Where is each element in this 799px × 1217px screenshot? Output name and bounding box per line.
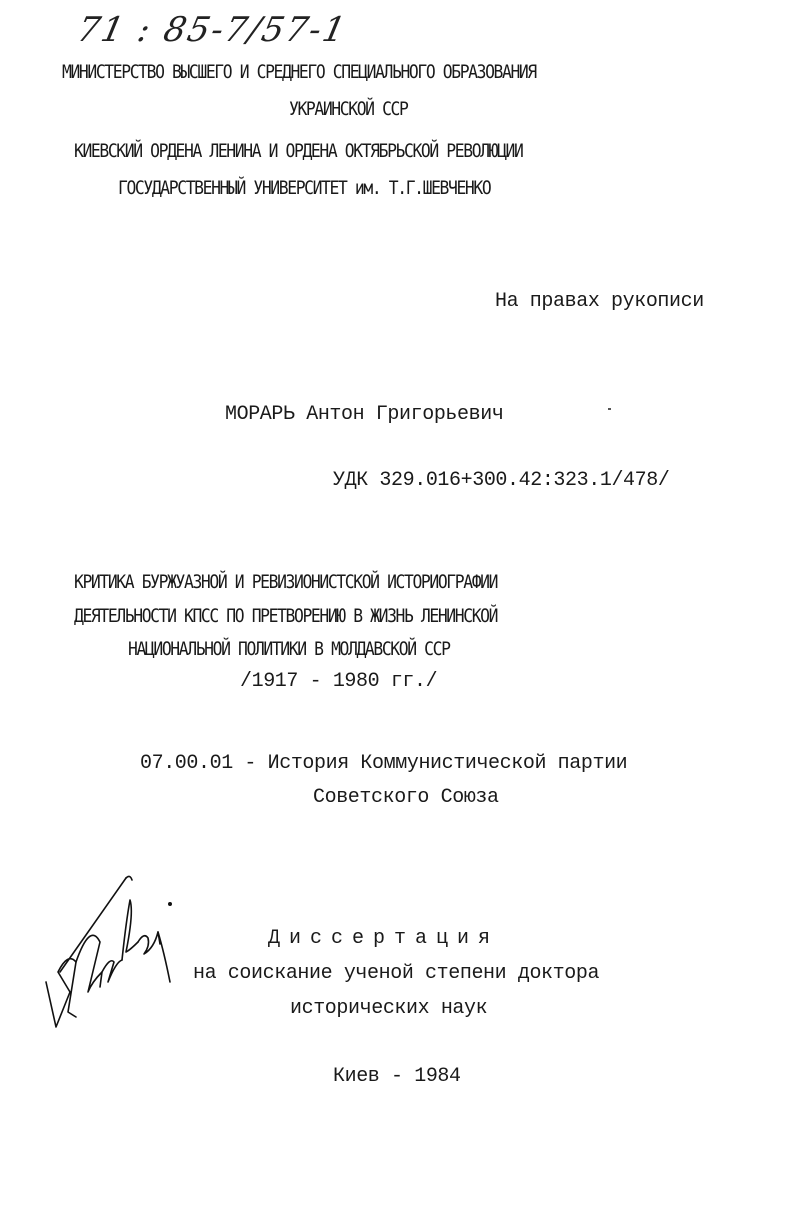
- degree-line-2: исторических наук: [290, 997, 488, 1020]
- archive-code-handwritten: 71 : 85-7/57-1: [73, 10, 351, 50]
- title-line-4-years: /1917 - 1980 гг./: [240, 670, 438, 693]
- author-name: МОРАРЬ Антон Григорьевич: [225, 403, 504, 426]
- degree-line-1: на соискание ученой степени доктора: [193, 962, 600, 985]
- title-line-2: ДЕЯТЕЛЬНОСТИ КПСС ПО ПРЕТВОРЕНИЮ В ЖИЗНЬ ЛЕНИНСКОЙ: [74, 605, 498, 627]
- degree-type: Диссертация: [268, 927, 500, 950]
- title-line-1: КРИТИКА БУРЖУАЗНОЙ И РЕВИЗИОНИСТСКОЙ ИСТОРИОГРАФИИ: [74, 571, 498, 593]
- place-year: Киев - 1984: [333, 1065, 461, 1088]
- university-line-1: КИЕВСКИЙ ОРДЕНА ЛЕНИНА И ОРДЕНА ОКТЯБРЬСКОЙ РЕВОЛЮЦИИ: [74, 140, 523, 162]
- ministry-line-2: УКРАИНСКОЙ ССР: [289, 98, 408, 120]
- manuscript-note: На правах рукописи: [495, 290, 704, 313]
- university-line-2: ГОСУДАРСТВЕННЫЙ УНИВЕРСИТЕТ им. Т.Г.ШЕВЧЕНКО: [118, 177, 491, 199]
- specialty-line-2: Советского Союза: [313, 786, 499, 809]
- specialty-line-1: 07.00.01 - История Коммунистической партии: [140, 752, 628, 775]
- title-line-3: НАЦИОНАЛЬНОЙ ПОЛИТИКИ В МОЛДАВСКОЙ ССР: [128, 638, 450, 660]
- scan-speck: [608, 408, 611, 410]
- signature-image: [30, 862, 190, 1042]
- udc-code: УДК 329.016+300.42:323.1/478/: [333, 469, 670, 492]
- ministry-line-1: МИНИСТЕРСТВО ВЫСШЕГО И СРЕДНЕГО СПЕЦИАЛЬНОГО ОБРАЗОВАНИЯ: [62, 61, 536, 83]
